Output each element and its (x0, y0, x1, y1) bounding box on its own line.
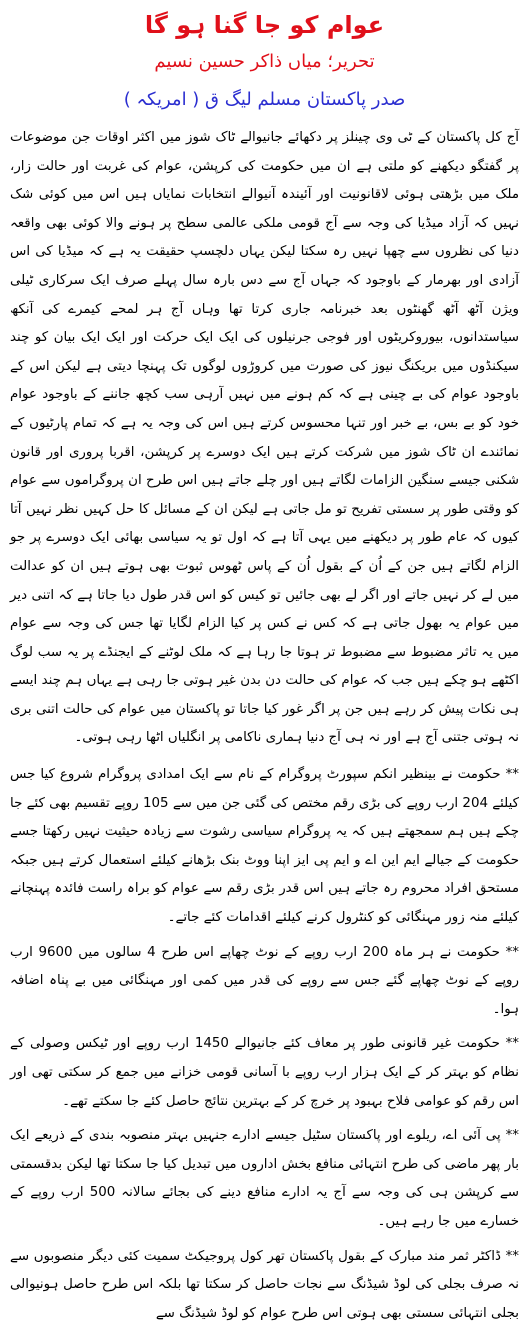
paragraph-state-enterprises: ** پی آئی اے، ریلوے اور پاکستان سٹیل جیسے ادارے جنہیں بہتر منصوبہ بندی کے ذریعے ایک بار پھر ماضی کی طرح انتہائی منافع بخش اداروں میں تبدیل کیا جا سکتا تھا لیکن بدقسمتی سے کرپشن ہی کی وجہ سے آج یہ ادارے منافع دینے کی بجائے سالانہ 500 ارب روپے کے خسارے میں جا رہے ہیں۔ (10, 1128, 519, 1229)
author-affiliation: صدر پاکستان مسلم لیگ ق ( امریکہ ) (123, 89, 406, 110)
article-title: عوام کو جا گنا ہو گا (144, 11, 385, 39)
paragraph-tax-collection: ** حکومت غیر قانونی طور پر معاف کئے جانیوالے 1450 ارب روپے اور ٹیکس وصولی کے نظام کو بہتر کر کے ایک ہزار ارب روپے با آسانی قومی خزانے میں جمع کر سکتی تھی اور اس رقم کو عوامی فلاح بہبود پر خرچ کر کے بہترین نتائج حاصل کئے جا سکتے تھے۔ (10, 1036, 519, 1109)
paragraph-intro: آج کل پاکستان کے ٹی وی چینلز پر دکھائے جانیوالے ٹاک شوز میں اکثر اوقات جن موضوعات پر گفتگو دیکھنے کو ملتی ہے ان میں حکومت کی کرپشن، عوام کی غربت اور حالت زار، ملک میں بڑھتی ہوئی لاقانونیت اور آئیندہ آنیوالے انتخابات نمایاں ہیں اس میں کوئی شک نہیں کہ آزاد میڈیا کی وجہ سے آج قومی ملکی عالمی سطح پر ہونے والا کوئی بھی واقعہ دنیا کی نظروں سے چھپا نہیں رہ سکتا لیکن یہاں دلچسپ حقیقت یہ ہے کہ میڈیا کی اس آزادی اور بھرمار کے باوجود کہ جہاں آج سے دس بارہ سال پہلے صرف ایک سرکاری ٹیلی ویژن آٹھ آٹھ گھنٹوں بعد خبرنامہ جاری کرتا تھا وہاں آج ہر لمحے کیمرے کی آنکھ سیاستدانوں، بیوروکریٹوں اور فوجی جرنیلوں کی ایک ایک حرکت اور ایک ایک بیان کو چند سیکنڈوں میں بریکنگ نیوز کی صورت میں کروڑوں لوگوں تک پہنچا دیتی ہے لیکن اس کے باوجود عوام کی بے چینی ہے کہ کم ہونے میں نہیں آرہی سب کچھ جاننے کے باوجود عوام خود کو بے بس، بے خبر اور تنہا محسوس کرتے ہیں اس کی وجہ یہ ہے کہ تمام پارٹیوں کے نمائندے ان ٹاک شوز میں شرکت کرتے ہیں ایک دوسرے پر کرپشن، اقربا پروری اور قانون شکنی جیسے سنگین الزامات لگاتے ہیں اور چلے جاتے ہیں اس طرح ان پروگراموں سے عوام کو وقتی طور پر سستی تفریح تو مل جاتی ہے لیکن ان کے مسائل کا حل کہیں نظر نہیں آتا کیوں کہ عام طور پر دیکھنے میں یہی آتا ہے کہ اول تو یہ سیاسی بھائی ایک دوسرے پر جو الزام لگاتے ہیں جن کے اُن کے بقول اُن کے پاس ٹھوس ثبوت بھی ہوتے ہیں ان کو عدالت میں لے کر نہیں جاتے اور اگر لے بھی جائیں تو کیس کو اس قدر طول دیا جاتا ہے کہ اتنی دیر میں عوام یہ بھول جاتی ہے کہ کس نے کس پر کیا الزام لگایا تھا جس کی وجہ سے عوام میں یہ تاثر مضبوط سے مضبوط تر ہوتا جا رہا ہے کہ ملک لوٹنے کے ایجنڈے پر یہ سب لوگ اکٹھے ہو چکے ہیں جب کہ عوام کی حالت دن بدن غیر ہوتی جا رہی ہے یہاں ہم چند ایسے ہی نکات پیش کر رہے ہیں جن پر اگر غور کیا جاتا تو پاکستان میں عوام کی حالت اتنی بری نہ ہوتی جتنی آج ہے اور نہ ہی آج دنیا ہماری ناکامی پر انگلیاں اٹھا رہی ہوتی۔ (10, 130, 519, 746)
paragraph-bisp: ** حکومت نے بینظیر انکم سپورٹ پروگرام کے نام سے ایک امدادی پروگرام شروع کیا جس کیلئے 204 ارب روپے کی بڑی رقم مختص کی گئی جن میں سے 105 روپے تقسیم بھی کئے جا چکے ہیں ہم سمجھتے ہیں کہ یہ پروگرام سیاسی رشوت سے زیادہ حیثیت نہیں رکھتا جسے حکومت کے جیالے ایم این اے و ایم پی ایز اپنا ووٹ بنک بڑھانے کیلئے استعمال کرتے ہیں جبکہ مستحق افراد محروم رہ جاتے ہیں اس قدر بڑی رقم سے عوام کو براہ راست فائدہ پہنچانے کیلئے منہ زور مہنگائی کو کنٹرول کرنے کیلئے اقدامات کئے جاتے۔ (10, 767, 519, 926)
author-byline: تحریر؛ میاں ذاکر حسین نسیم (154, 51, 375, 72)
paragraph-currency-printing: ** حکومت نے ہر ماہ 200 ارب روپے کے نوٹ چھاپے اس طرح 4 سالوں میں 9600 ارب روپے کے نوٹ چھاپے گئے جس سے روپے کی قدر میں کمی اور مہنگائی میں بے پناہ اضافہ ہوا۔ (10, 944, 519, 1017)
paragraph-thar-coal: ** ڈاکٹر ثمر مند مبارک کے بقول پاکستان تھر کول پروجیکٹ سمیت کئی دیگر منصوبوں سے نہ صرف بجلی کی لوڈ شیڈنگ سے نجات حاصل کر سکتا تھا بلکہ اس طرح حاصل ہونیوالی بجلی انتہائی سستی بھی ہوتی اس طرح عوام کو لوڈ شیڈنگ سے (10, 1248, 519, 1321)
article-body (8, 124, 521, 1328)
